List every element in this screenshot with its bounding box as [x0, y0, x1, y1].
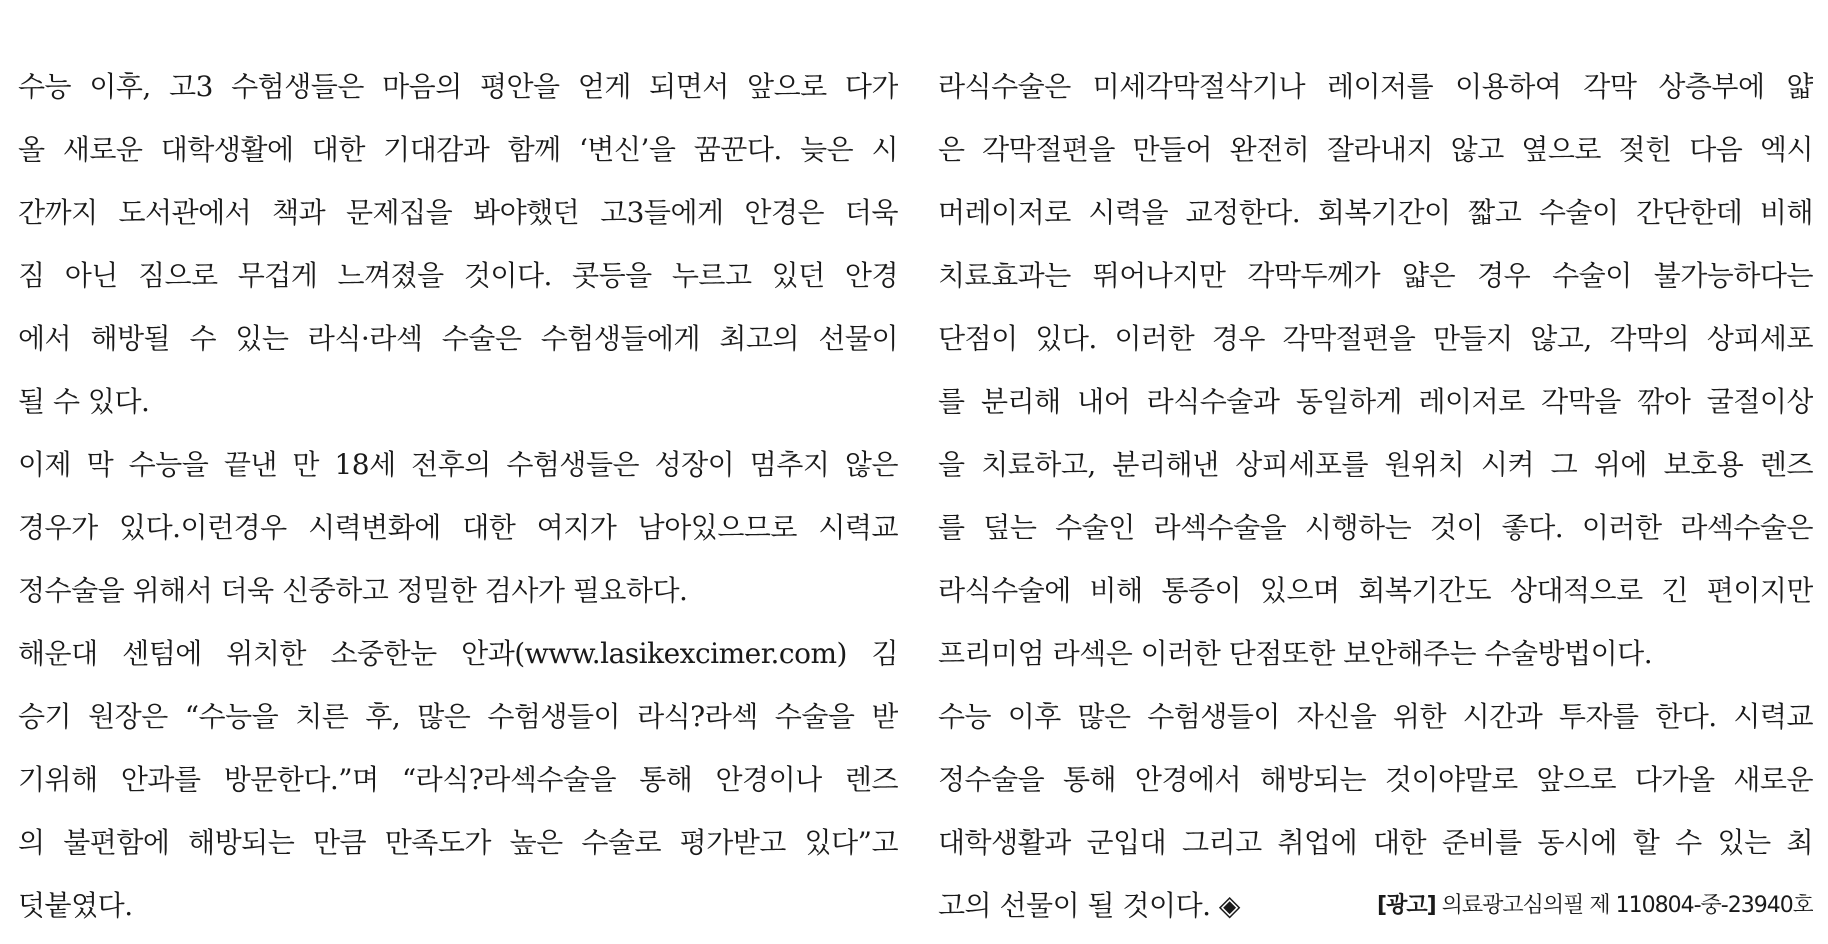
- text-line: 될 수 있다.: [18, 385, 150, 418]
- text-line: 에서 해방될 수 있는 라식·라섹 수술은 수험생들에게 최고의 선물이: [18, 322, 898, 355]
- text-line: 짐 아닌 짐으로 무겁게 느껴졌을 것이다. 콧등을 누르고 있던 안경: [18, 259, 898, 292]
- ad-notice: [1377, 874, 1813, 937]
- text-line: 기위해 안과를 방문한다.”며 “라식?라섹수술을 통해 안경이나 렌즈: [18, 763, 898, 796]
- ad-notice-text: 의료광고심의필 제 110804-중-23940호: [1435, 893, 1813, 918]
- left-column: [18, 55, 898, 937]
- text-line: 단점이 있다. 이러한 경우 각막절편을 만들지 않고, 각막의 상피세포: [938, 322, 1813, 355]
- text-line: 이제 막 수능을 끝낸 만 18세 전후의 수험생들은 성장이 멈추지 않은: [18, 448, 898, 481]
- text-line: 경우가 있다.이런경우 시력변화에 대한 여지가 남아있으므로 시력교: [18, 511, 898, 544]
- text-line: 해운대 센텀에 위치한 소중한눈 안과(www.lasikexcimer.com) 김: [18, 637, 898, 670]
- text-line: 를 분리해 내어 라식수술과 동일하게 레이저로 각막을 깎아 굴절이상: [938, 385, 1813, 418]
- text-line: 정수술을 통해 안경에서 해방되는 것이야말로 앞으로 다가올 새로운: [938, 763, 1813, 796]
- closing-text: 고의 선물이 될 것이다. ◈: [938, 889, 1240, 922]
- text-line: 수능 이후 많은 수험생들이 자신을 위한 시간과 투자를 한다. 시력교: [938, 700, 1813, 733]
- ad-tag: [광고]: [1377, 893, 1436, 918]
- text-line: 치료효과는 뛰어나지만 각막두께가 얇은 경우 수술이 불가능하다는: [938, 259, 1813, 292]
- text-line: 를 덮는 수술인 라섹수술을 시행하는 것이 좋다. 이러한 라섹수술은: [938, 511, 1813, 544]
- text-line: 승기 원장은 “수능을 치른 후, 많은 수험생들이 라식?라섹 수술을 받: [18, 700, 898, 733]
- text-line: 의 불편함에 해방되는 만큼 만족도가 높은 수술로 평가받고 있다”고: [18, 826, 898, 859]
- right-column: [938, 55, 1813, 937]
- text-line: 머레이저로 시력을 교정한다. 회복기간이 짧고 수술이 간단한데 비해: [938, 196, 1813, 229]
- text-line: 수능 이후, 고3 수험생들은 마음의 평안을 얻게 되면서 앞으로 다가: [18, 70, 898, 103]
- closing-line: [938, 874, 1813, 937]
- text-line: 정수술을 위해서 더욱 신중하고 정밀한 검사가 필요하다.: [18, 574, 688, 607]
- text-line: 덧붙였다.: [18, 889, 133, 922]
- text-line: 올 새로운 대학생활에 대한 기대감과 함께 ‘변신’을 꿈꾼다. 늦은 시: [18, 133, 898, 166]
- text-line: 라식수술은 미세각막절삭기나 레이저를 이용하여 각막 상층부에 얇: [938, 70, 1813, 103]
- text-line: 대학생활과 군입대 그리고 취업에 대한 준비를 동시에 할 수 있는 최: [938, 826, 1813, 859]
- text-line: 라식수술에 비해 통증이 있으며 회복기간도 상대적으로 긴 편이지만: [938, 574, 1813, 607]
- text-line: 은 각막절편을 만들어 완전히 잘라내지 않고 옆으로 젖힌 다음 엑시: [938, 133, 1813, 166]
- text-line: 프리미엄 라섹은 이러한 단점또한 보안해주는 수술방법이다.: [938, 637, 1653, 670]
- text-line: 간까지 도서관에서 책과 문제집을 봐야했던 고3들에게 안경은 더욱: [18, 196, 898, 229]
- text-line: 을 치료하고, 분리해낸 상피세포를 원위치 시켜 그 위에 보호용 렌즈: [938, 448, 1813, 481]
